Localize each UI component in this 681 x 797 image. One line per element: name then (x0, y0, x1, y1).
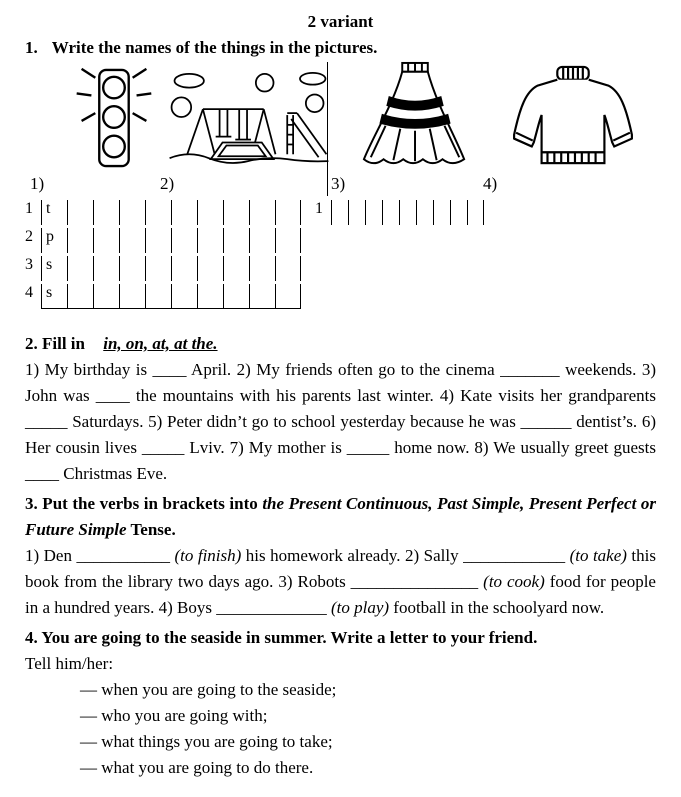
answer-cell (93, 256, 119, 281)
answer-grid-row-4 (25, 284, 656, 309)
task4-heading: 4. You are going to the seaside in summer. Write a letter to your friend. (25, 628, 538, 647)
pictures-row (25, 62, 656, 174)
picture-label-1: 1) (30, 174, 45, 193)
row-number: 1 (25, 200, 33, 217)
answer-cell (119, 200, 145, 225)
answer-cell (433, 200, 450, 225)
answer-cell (450, 200, 467, 225)
picture-label-3: 3) (331, 174, 346, 193)
row-number-right: 1 (315, 200, 323, 217)
page-title: 2 variant (307, 12, 374, 31)
picture-playground (165, 68, 333, 168)
task3-seg: food for people in a hundred years. 4) Boys _____________ (25, 572, 656, 617)
task1-heading (25, 36, 656, 60)
row-number: 4 (25, 284, 33, 301)
picture-skirt (355, 60, 477, 172)
task3-verb: (to cook) (483, 572, 545, 591)
task3-body (25, 543, 656, 621)
answer-grid-row-3 (25, 256, 656, 281)
answer-cell (197, 256, 223, 281)
answer-cells-right (331, 200, 484, 225)
answer-cell (67, 284, 93, 308)
answer-cell (275, 256, 301, 281)
playground-icon (165, 68, 333, 168)
picture-sweater (507, 64, 639, 170)
answer-cell (145, 256, 171, 281)
answer-cell (399, 200, 416, 225)
task1-heading-text: Write the names of the things in the pictures. (51, 38, 378, 57)
task3-heading-tail: Tense. (126, 520, 176, 539)
answer-cells (41, 228, 301, 253)
answer-cell (275, 284, 301, 308)
answer-cell (67, 256, 93, 281)
answer-cell (171, 228, 197, 253)
answer-cell (365, 200, 382, 225)
answer-cell (223, 284, 249, 308)
answer-cell: p (41, 228, 67, 253)
answer-cell (119, 256, 145, 281)
row-number: 3 (25, 256, 33, 273)
answer-cell (275, 228, 301, 253)
answer-cell (67, 200, 93, 225)
answer-cell (93, 284, 119, 308)
answer-cell (197, 228, 223, 253)
answer-cell (145, 284, 171, 308)
answer-cell (467, 200, 484, 225)
answer-cell: s (41, 284, 67, 308)
task4-intro: Tell him/her: (25, 654, 114, 673)
sweater-icon (507, 64, 639, 170)
answer-cells (41, 256, 301, 281)
task3-seg: 1) Den ___________ (25, 546, 175, 565)
task4-item: — what you are going to do there. (80, 758, 314, 777)
task3-seg: this book from the library two days ago. 3) Robots _______________ (25, 546, 656, 591)
answer-grid (25, 200, 656, 309)
answer-cells (41, 284, 301, 309)
row-number: 2 (25, 228, 33, 245)
task3-verb: (to take) (569, 546, 627, 565)
answer-cell (171, 200, 197, 225)
answer-cell: t (41, 200, 67, 225)
answer-cell (275, 200, 301, 225)
answer-cells (41, 200, 301, 225)
picture-label-2: 2) (160, 174, 175, 193)
answer-cell (145, 200, 171, 225)
task4-item: — what things you are going to take; (80, 732, 333, 751)
answer-cell (249, 256, 275, 281)
traffic-light-icon (73, 64, 153, 172)
answer-cell (223, 200, 249, 225)
answer-cell (416, 200, 433, 225)
answer-cell (382, 200, 399, 225)
task3-heading-plain: 3. Put the verbs in brackets into (25, 494, 263, 513)
answer-cell: s (41, 256, 67, 281)
task4-item: — when you are going to the seaside; (80, 680, 337, 699)
answer-cell (348, 200, 365, 225)
answer-cell (249, 228, 275, 253)
answer-grid-row-1 (25, 200, 656, 225)
task4-item: — who you are going with; (80, 706, 268, 725)
answer-cell (197, 284, 223, 308)
task3-seg: his homework already. 2) Sally ____________ (241, 546, 570, 565)
task2-body: 1) My birthday is ____ April. 2) My friends often go to the cinema _______ weekends. 3) John was ____ the mountains with his parents last winter. 4) Kate visits her grandparents _____ Saturdays. 5) Peter didn’t go to school yesterday because he was ______ dentist’s. 6) Her cousin lives _____ Lviv. 7) My mother is _____ home now. 8) We usually greet guests ____ Christmas Eve. (25, 360, 656, 483)
answer-cell (249, 200, 275, 225)
task2-fill-words: in, on, at, at the. (103, 334, 218, 353)
picture-label-4: 4) (483, 174, 498, 193)
task2-heading (25, 331, 656, 357)
answer-grid-row-2 (25, 228, 656, 253)
answer-cell (93, 228, 119, 253)
task3-verb: (to play) (330, 598, 390, 617)
answer-cell (119, 284, 145, 308)
answer-cell (249, 284, 275, 308)
answer-cell (223, 256, 249, 281)
task3-heading (25, 491, 656, 543)
answer-cell (223, 228, 249, 253)
picture-traffic-light (73, 64, 153, 172)
task1-number: 1. (25, 38, 38, 57)
task2-heading-text: 2. Fill in (25, 334, 85, 353)
answer-cell (197, 200, 223, 225)
task3-seg: football in the schoolyard now. (389, 598, 605, 617)
skirt-icon (355, 60, 477, 172)
answer-cell (171, 256, 197, 281)
picture-labels (25, 174, 656, 194)
task4-list (25, 677, 656, 781)
answer-cell (171, 284, 197, 308)
answer-cell (93, 200, 119, 225)
answer-cell (145, 228, 171, 253)
answer-cell (331, 200, 348, 225)
answer-cell (67, 228, 93, 253)
task3-heading-tenses: the Present Continuous, Past Simple, Present Perfect or Future Simple (25, 494, 656, 539)
task3-verb: (to finish) (174, 546, 242, 565)
answer-cell (119, 228, 145, 253)
